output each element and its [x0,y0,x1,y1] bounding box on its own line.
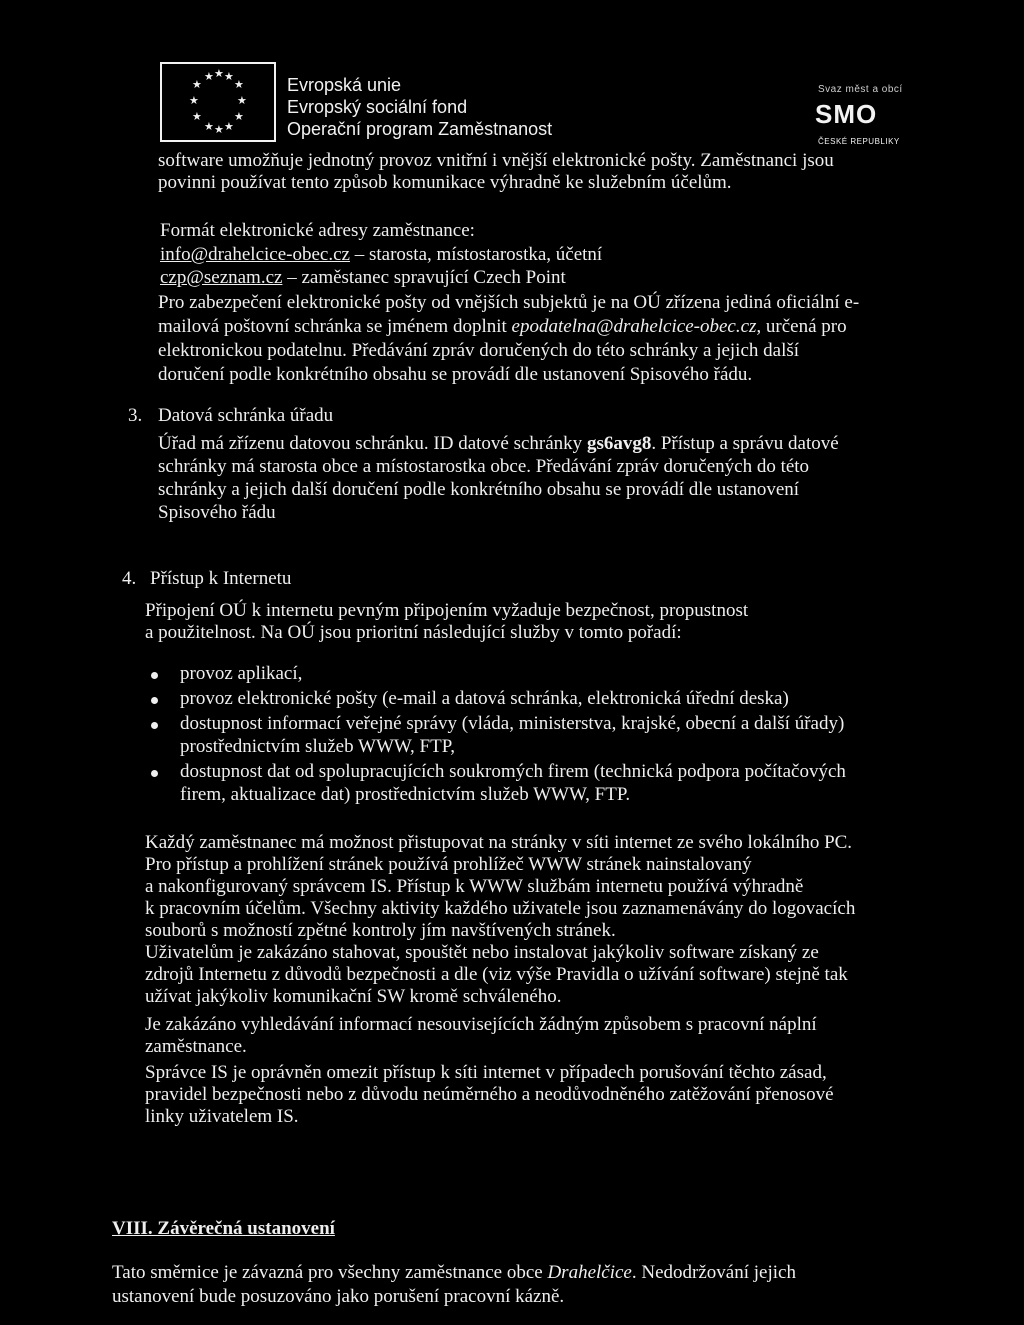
smo-subtitle: ČESKÉ REPUBLIKY [818,137,900,146]
svg-text:★: ★ [204,70,214,83]
bullet-item-3-line-2: prostřednictvím služeb WWW, FTP, [180,736,455,757]
svg-text:★: ★ [214,67,224,80]
intro-line-1: software umožňuje jednotný provoz vnitřní i vnější elektronické pošty. Zaměstnanci jsou [158,150,834,171]
svg-text:★: ★ [234,110,244,123]
bullet-item-4-line-1: dostupnost dat od spolupracujících soukromých firem (technická podpora počítačových [180,761,846,782]
bullet-marker [151,770,158,777]
body-line-10: zaměstnance. [145,1036,247,1057]
eu-line-3: Operační program Zaměstnanost [287,119,553,139]
email-row-2 [160,267,566,289]
svg-text:★: ★ [189,94,199,107]
email-format-heading: Formát elektronické adresy zaměstnance: [160,220,475,241]
bullet-marker [151,697,158,704]
email-link-info[interactable]: info@drahelcice-obec.cz [160,244,350,265]
section-3-number: 3. [128,405,143,426]
email-desc-1: – starosta, místostarostka, účetní [349,244,603,265]
section-4-number: 4. [122,568,137,589]
body-line-2: Pro přístup a prohlížení stránek používá prohlížeč WWW stránek nainstalovaný [145,854,752,875]
svg-text:★: ★ [234,78,244,91]
databox-text-end: . Přístup a správu datové [651,433,839,454]
bullet-item-4-line-2: firem, aktualizace dat) prostřednictvím služeb WWW, FTP. [180,784,631,805]
epodatelna-address: epodatelna@drahelcice-obec.cz, [511,316,762,337]
section-8-title: VIII. Závěrečná ustanovení [112,1218,335,1239]
body-line-4: k pracovním účelům. Všechny aktivity každého uživatele jsou zaznamenávány do logovacích [145,898,856,919]
email-para-line-4: doručení podle konkrétního obsahu se provádí dle ustanovení Spisového řádu. [158,364,753,385]
body-line-11: Správce IS je oprávněn omezit přístup k síti internet v případech porušování těchto zásad, [145,1062,827,1083]
section-3-line-1 [158,433,839,455]
email-para-text-end: určená pro [761,316,847,337]
email-row-1 [160,244,602,266]
body-line-9: Je zakázáno vyhledávání informací nesouvisejících žádným způsobem s pracovní náplní [145,1014,817,1035]
section-4-line-2: a použitelnost. Na OÚ jsou prioritní následující služby v tomto pořadí: [145,622,682,643]
section-8-line-2: ustanovení bude posuzováno jako porušení pracovní kázně. [112,1286,565,1307]
bullet-item-3-line-1: dostupnost informací veřejné správy (vláda, ministerstva, krajské, obecní a další úřady) [180,713,845,734]
section-3-line-2: schránky má starosta obce a místostarostka obce. Předávání zpráv doručených do této [158,456,810,477]
bullet-item-1: provoz aplikací, [180,663,303,684]
eu-flag-logo [160,62,276,142]
final-text-end: . Nedodržování jejich [631,1262,796,1283]
section-8-line-1 [112,1262,796,1284]
email-link-czp[interactable]: czp@seznam.cz [160,267,283,288]
section-4-line-1: Připojení OÚ k internetu pevným připojením vyžaduje bezpečnost, propustnost [145,600,749,621]
intro-line-2: povinni používat tento způsob komunikace výhradně ke služebním účelům. [158,172,732,193]
databox-id: gs6avg8 [586,433,652,454]
eu-stars-icon [162,64,274,140]
email-para-line-2 [158,316,847,338]
svg-text:★: ★ [237,94,247,107]
municipality-name: Drahelčice [547,1262,632,1283]
databox-text: Úřad má zřízenu datovou schránku. ID datové schránky [158,433,587,454]
email-desc-2: – zaměstanec spravující Czech Point [282,267,566,288]
body-line-1: Každý zaměstnanec má možnost přistupovat na stránky v síti internet ze svého lokálního PC. [145,832,853,853]
svg-text:★: ★ [192,110,202,123]
svg-text:★: ★ [204,120,214,133]
bullet-item-2: provoz elektronické pošty (e-mail a datová schránka, elektronická úřední deska) [180,688,789,709]
body-line-6: Uživatelům je zakázáno stahovat, spouštět nebo instalovat jakýkoliv software získaný ze [145,942,819,963]
section-4-title: Přístup k Internetu [150,568,292,589]
section-3-title: Datová schránka úřadu [158,405,334,426]
svg-text:★: ★ [214,123,224,136]
body-line-3: a nakonfigurovaný správcem IS. Přístup k WWW službám internetu používá výhradně [145,876,804,897]
svg-text:★: ★ [192,78,202,91]
final-text: Tato směrnice je závazná pro všechny zaměstnance obce [112,1262,548,1283]
section-3-line-4: Spisového řádu [158,502,276,523]
smo-small-text: Svaz měst a obcí [818,84,903,95]
body-line-12: pravidel bezpečnosti nebo z důvodu neúměrného a neodůvodněného zatěžování přenosové [145,1084,834,1105]
eu-line-2: Evropský sociální fond [287,97,468,117]
body-line-7: zdrojů Internetu z důvodů bezpečnosti a dle (viz výše Pravidla o užívání software) stejně tak [145,964,848,985]
svg-text:★: ★ [224,120,234,133]
email-para-text: mailová poštovní schránka se jménem doplnit [158,316,512,337]
body-line-13: linky uživatelem IS. [145,1106,299,1127]
svg-text:★: ★ [224,70,234,83]
eu-line-1: Evropská unie [287,75,402,95]
body-line-8: užívat jakýkoliv komunikační SW kromě schváleného. [145,986,562,1007]
email-para-line-1: Pro zabezpečení elektronické pošty od vnějších subjektů je na OÚ zřízena jediná oficiální e- [158,292,860,313]
body-line-5: souborů s možností zpětné kontroly jím navštívených stránek. [145,920,616,941]
email-para-line-3: elektronickou podatelnu. Předávání zpráv doručených do této schránky a jejich další [158,340,800,361]
bullet-marker [151,672,158,679]
smo-logo: SMO [815,99,878,129]
bullet-marker [151,722,158,729]
section-3-line-3: schránky a jejich další doručení podle konkrétního obsahu se provádí dle ustanovení [158,479,800,500]
